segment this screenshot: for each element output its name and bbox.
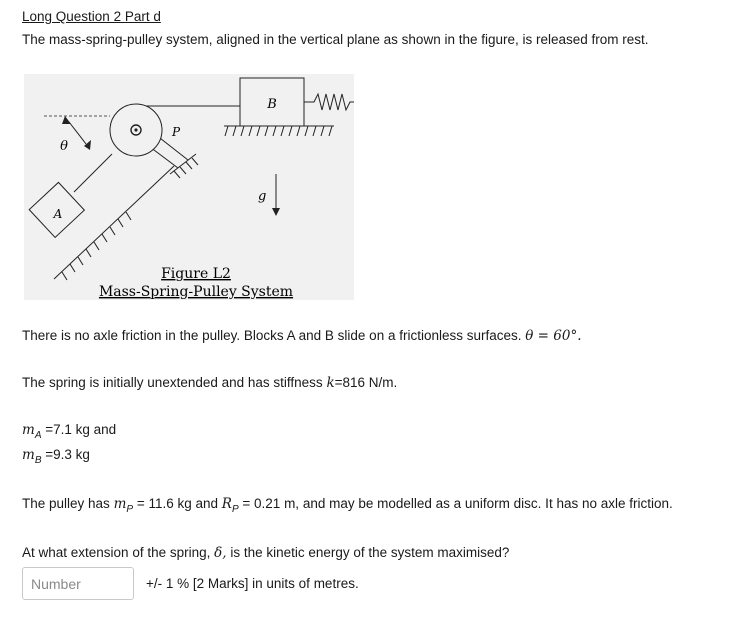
block-b-label: B: [267, 97, 277, 112]
pulley-label: P: [172, 125, 181, 139]
pulley-statement: The pulley has $m_P = 11.6$ kg and $R_P = 0.21$ m, and may be modelled as a uniform disc. It has no axle friction.: [22, 496, 673, 515]
ground-hatch-b: [225, 126, 332, 136]
gravity-label: g: [258, 189, 267, 204]
delta-symbol: δ,: [214, 545, 227, 561]
angle-label: θ: [60, 139, 68, 154]
stiffness-symbol: k: [326, 375, 335, 391]
figure-caption-title: Mass-Spring-Pulley System: [98, 284, 294, 300]
friction-statement: There is no axle friction in the pulley. Blocks A and B slide on a frictionless surfaces. θ = 60°.: [22, 328, 582, 344]
incline-surface: [54, 166, 174, 279]
gravity-arrow: [272, 208, 280, 216]
tolerance-text: +/- 1 % [2 Marks] in units of metres.: [146, 576, 359, 591]
theta-value: θ = 60°.: [525, 328, 582, 344]
mass-b-statement: $m_B =9.3$ kg: [22, 447, 90, 466]
figure-caption-number: Figure L2: [161, 266, 231, 282]
block-a-label: A: [53, 207, 63, 221]
spring: [304, 94, 354, 110]
figure-diagram: [24, 74, 354, 300]
incline-hatch: [62, 212, 131, 280]
question-prompt: At what extension of the spring, δ, is the kinetic energy of the system maximised?: [22, 545, 510, 561]
answer-input[interactable]: [22, 567, 134, 600]
rope-incline: [74, 154, 112, 192]
question-intro: The mass-spring-pulley system, aligned in the vertical plane as shown in the figure, is released from rest.: [22, 32, 649, 47]
question-title: Long Question 2 Part d: [22, 9, 161, 24]
mass-a-statement: $m_A =7.1$ kg and: [22, 422, 117, 441]
spring-statement: The spring is initially unextended and has stiffness k=816 N/m.: [22, 375, 398, 391]
